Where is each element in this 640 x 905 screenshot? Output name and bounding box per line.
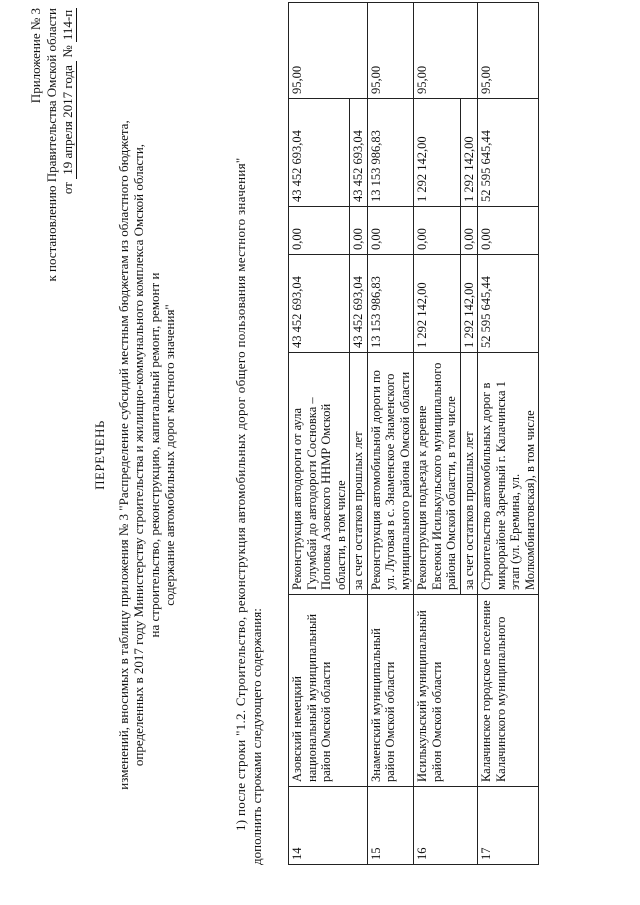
row-number: 14: [289, 787, 368, 865]
table-row: [289, 3, 350, 865]
intro-text: [233, 65, 265, 865]
amount-total-cell: 13 153 986,83: [367, 255, 414, 353]
decree-date: 19 апреля 2017 года: [60, 61, 77, 179]
amount-total-cell: 43 452 693,04: [350, 255, 368, 353]
amount-subsidy-cell: 52 595 645,44: [478, 99, 539, 207]
amount-subsidy-cell: 43 452 693,04: [289, 99, 350, 207]
decree-date-line: [60, 8, 77, 368]
amount-zero-cell: 0,00: [289, 207, 350, 255]
row-number: 17: [478, 787, 539, 865]
decree-number: 114-п: [60, 9, 75, 41]
table-row: [367, 3, 414, 865]
object-cell: за счет остатков прошлых лет: [350, 353, 368, 595]
object-cell: Реконструкция автомобильной дороги по ул. Луговая в с. Знаменское Знаменского муниципального района Омской области: [367, 353, 414, 595]
object-cell: Строительство автомобильных дорог в микрорайоне Заречный г. Калачинска 1 этап (ул. Еремина, ул. Молкомбинатовская), в том числе: [478, 353, 539, 595]
appendix-label: Приложение № 3: [28, 8, 43, 104]
document-title: ПЕРЕЧЕНЬ: [92, 420, 107, 490]
subsidy-table: [288, 2, 539, 865]
amount-total-cell: 1 292 142,00: [414, 255, 461, 353]
amount-zero-cell: 0,00: [367, 207, 414, 255]
amount-zero-cell: 0,00: [414, 207, 461, 255]
municipality-cell: Знаменский муниципальный район Омской области: [367, 595, 414, 787]
heading-line-1: изменений, вносимых в таблицу приложения № 3 "Распределение субсидий местным бюджетам из областного бюджета,: [115, 120, 131, 790]
amount-zero-cell: 0,00: [350, 207, 368, 255]
amount-total-cell: 43 452 693,04: [289, 255, 350, 353]
number-label: №: [60, 45, 75, 58]
row-number: 15: [367, 787, 414, 865]
heading-line-4: содержание автомобильных дорог местного значения": [162, 304, 177, 606]
object-cell: Реконструкция автодороги от аула Гулумбай до автодороги Сосновка – Поповка Азовского ННМР Омской области, в том числе: [289, 353, 350, 595]
amount-subsidy-cell: 43 452 693,04: [350, 99, 368, 207]
amount-subsidy-cell: 1 292 142,00: [414, 99, 461, 207]
decree-reference: к постановлению Правительства Омской области: [44, 8, 59, 282]
from-label: от: [60, 182, 75, 195]
share-cell: 95,00: [367, 3, 414, 99]
share-cell: 95,00: [478, 3, 539, 99]
share-cell: 95,00: [289, 3, 368, 99]
intro-line-1: 1) после строки "1.2. Строительство, реконструкция автомобильных дорог общего пользования местного значения": [233, 157, 248, 831]
approval-block: [28, 8, 77, 368]
table-row: [414, 3, 461, 865]
intro-line-2: дополнить строками следующего содержания:: [249, 608, 264, 865]
amount-total-cell: 1 292 142,00: [460, 255, 478, 353]
amount-zero-cell: 0,00: [460, 207, 478, 255]
amount-total-cell: 52 595 645,44: [478, 255, 539, 353]
row-number: 16: [414, 787, 478, 865]
heading-line-2: определенных в 2017 году Министерству строительства и жилищно-коммунального комплекса Омской области,: [131, 143, 146, 767]
object-cell: за счет остатков прошлых лет: [460, 353, 478, 595]
amount-zero-cell: 0,00: [478, 207, 539, 255]
document-heading: [92, 95, 178, 815]
amount-subsidy-cell: 1 292 142,00: [460, 99, 478, 207]
amount-subsidy-cell: 13 153 986,83: [367, 99, 414, 207]
municipality-cell: Калачинское городское поселение Калачинского муниципального: [478, 595, 539, 787]
object-cell: Реконструкция подъезда к деревне Евсеюки Исилькульского муниципального района Омской области, в том числе: [414, 353, 461, 595]
heading-line-3: на строительство, реконструкцию, капитальный ремонт, ремонт и: [146, 272, 162, 638]
share-cell: 95,00: [414, 3, 478, 99]
municipality-cell: Исилькульский муниципальный район Омской области: [414, 595, 478, 787]
municipality-cell: Азовский немецкий национальный муниципальный район Омской области: [289, 595, 368, 787]
table-row: [478, 3, 539, 865]
